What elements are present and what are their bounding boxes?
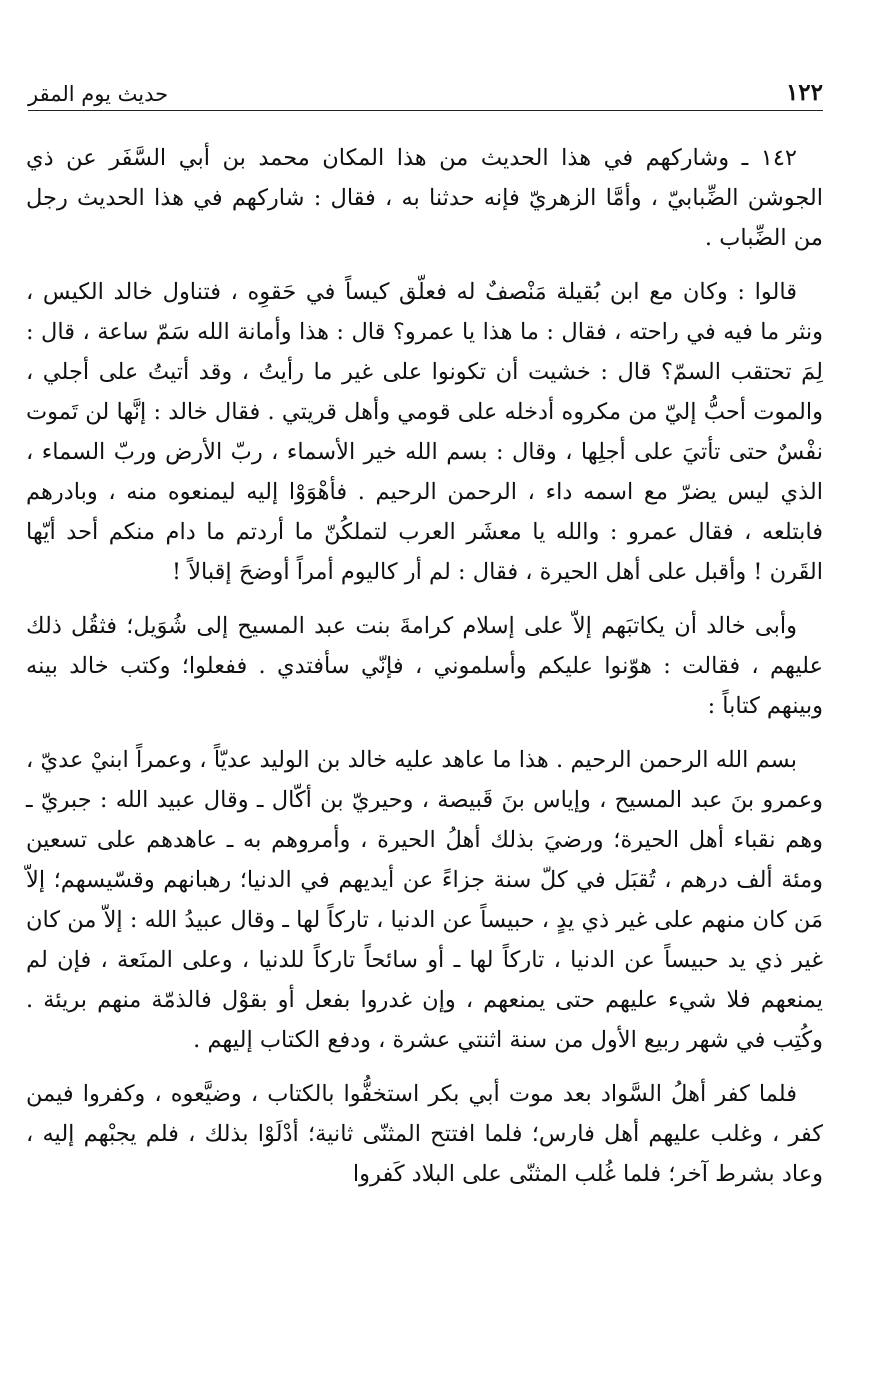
page-body bbox=[26, 138, 823, 1208]
page-header bbox=[28, 70, 823, 111]
running-title: حديث يوم المقر bbox=[28, 82, 169, 106]
paragraph-karama: وأبى خالد أن يكاتبَهم إلاّ على إسلام كرامةَ بنت عبد المسيح إلى شُوَيل؛ فثقُل ذلك عليهم ، فقالت : هوّنوا عليكم وأسلموني ، فإنّي سأفتدي . ففعلوا؛ وكتب خالد بينه وبينهم كتاباً : bbox=[26, 613, 823, 719]
paragraph-qalu: قالوا : وكان مع ابن بُقيلة مَنْصفٌ له فعلّق كيساً في حَقوِه ، فتناول خالد الكيس ، ونثر ما فيه في راحته ، فقال : ما هذا يا عمرو؟ قال : هذا وأمانة الله سَمّ ساعة ، قال : لِمَ تحتقب السمّ؟ قال : خشيت أن تكونوا على غير ما رأيتُ ، وقد أتيتُ على أجلي ، والموت أحبُّ إليّ من مكروه أدخله على قومي وأهل قريتي . فقال خالد : إنَّها لن تَموت نفْسٌ حتى تأتيَ على أجلِها ، وقال : بسم الله خير الأسماء ، ربّ الأرض وربّ السماء ، الذي ليس يضرّ مع اسمه داء ، الرحمن الرحيم . فأهْوَوْا إليه ليمنعوه منه ، وبادرهم فابتلعه ، فقال عمرو : والله يا معشَر العرب لتملكُنّ ما أردتم ما دام منكم أحد أيّها القَرن ! وأقبل على أهل الحيرة ، فقال : لم أر كاليوم أمراً أوضحَ إقبالاً ! bbox=[26, 279, 823, 585]
paragraph-treaty: بسم الله الرحمن الرحيم . هذا ما عاهد عليه خالد بن الوليد عديّاً ، وعمراً ابنيْ عديّ ، وعمرو بنَ عبد المسيح ، وإياس بنَ قَبيصة ، وحيريّ بن أكّال ـ وقال عبيد الله : جبريّ ـ وهم نقباء أهل الحيرة؛ ورضيَ بذلك أهلُ الحيرة ، وأمروهم به ـ عاهدهم على تسعين ومئة ألف درهم ، تُقبَل في كلّ سنة جزاءً عن أيديهم في الدنيا؛ رهبانهم وقسّيسهم؛ إلاّ مَن كان منهم على غير ذي يدٍ ، حبيساً عن الدنيا ، تاركاً لها ـ وقال عبيدُ الله : إلاّ من كان غير ذي يد حبيساً عن الدنيا ، تاركاً لها ـ أو سائحاً تاركاً للدنيا ، وعلى المنَعة ، فإن لم يمنعهم فلا شيء عليهم حتى يمنعهم ، وإن غدروا بفعل أو بقوْل فالذمّة منهم بريئة . وكُتِب في شهر ربيع الأول من سنة اثنتي عشرة ، ودفع الكتاب إليهم . bbox=[26, 747, 823, 1053]
paragraph-sawad: فلما كفر أهلُ السَّواد بعد موت أبي بكر استخفُّوا بالكتاب ، وضيَّعوه ، وكفروا فيمن كفر ، وغلب عليهم أهل فارس؛ فلما افتتح المثنّى ثانية؛ أدْلَوْا بذلك ، فلم يجبْهم إليه ، وعاد بشرط آخر؛ فلما غُلب المثنّى على البلاد كَفروا bbox=[26, 1081, 823, 1187]
page-number: ١٢٢ bbox=[785, 79, 823, 106]
paragraph-142: ١٤٢ ـ وشاركهم في هذا الحديث من هذا المكان محمد بن أبي السَّفَر عن ذي الجوشن الضِّبابيّ ، وأمَّا الزهريّ فإنه حدثنا به ، فقال : شاركهم في هذا الحديث رجل من الضِّباب . bbox=[26, 145, 823, 251]
